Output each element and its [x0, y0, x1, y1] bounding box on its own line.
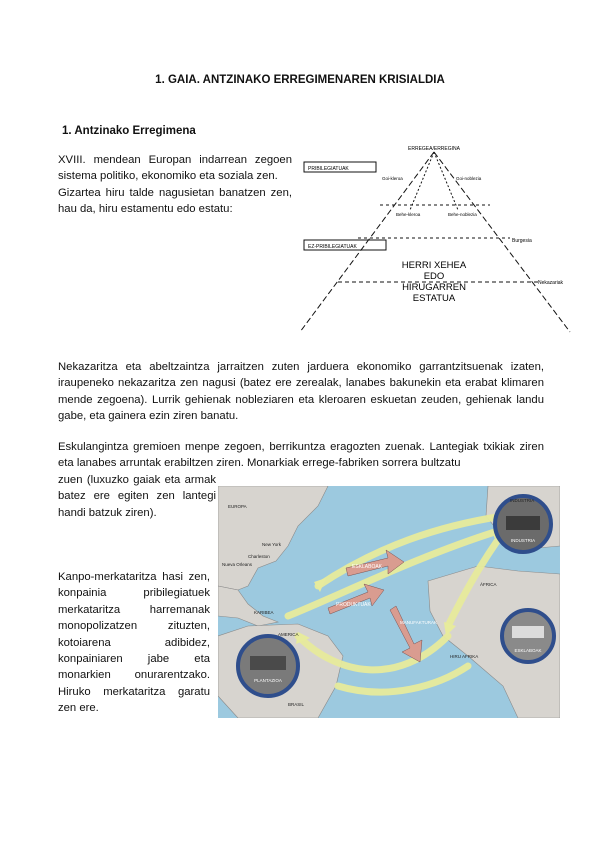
place-europa: EUROPA	[228, 504, 247, 509]
place-brasil: BRASIL	[288, 702, 305, 707]
economy-paragraph: Nekazaritza eta abeltzaintza jarraitzen zuten jarduera ekonomiko garrantzitsuenak izaten, iraupeneko nekazaritza zen nagusi (batez ere zerealak, lanabes bakunekin eta erabat klimaren mende zegoena). Lurrik gehienak nobleziaren eta kleroaren eskuetan zeuden, gehienak landu gabe, eta gainera ezin ziren banatu.	[58, 361, 544, 423]
place-charleston: Charleston	[248, 554, 270, 559]
arrow-label-slaves: ESKLABOAK	[352, 564, 383, 570]
circle-label-industry: INDUSTRIA	[510, 538, 536, 543]
place-america: AMERICA	[278, 632, 299, 637]
social-pyramid-diagram	[298, 140, 572, 340]
label-privileged: PRIBILEGIATUAK	[308, 166, 349, 172]
arrow-label-products: PRODUKTUAK	[336, 602, 371, 608]
label-nonprivileged: EZ-PRIBILEGIATUAK	[308, 244, 357, 250]
pyramid-left-edge	[300, 152, 434, 332]
triangular-trade-map	[218, 486, 560, 718]
slaves-circle	[502, 610, 554, 662]
label-low-clergy: Behe-kleroa	[396, 212, 421, 217]
crafts-paragraph-continued: zuen (luxuzko gaiak eta armak batez ere egiten zen lantegi handi batzuk ziren).	[58, 474, 216, 519]
pyramid-top-label: ERREGEA/ERREGINA	[408, 146, 460, 152]
trade-paragraph: Kanpo-merkataritza hasi zen, konpainia pribilegiatuek merkataritza harremanak monopolizatzen zituzten, kotoiarena adibidez, konpainiaren jabe eta monarkien onurarentzako. Hiruko merkataritza garatu zen ere.	[58, 571, 210, 715]
place-hiru-afrika: HIRU AFRIKA	[450, 654, 479, 659]
circle-label-plantation: PLANTAZIOA	[254, 678, 282, 683]
third-estate-line-2: EDO	[423, 271, 445, 282]
arrow-label-manufactures: MANUFAKTURAK	[400, 620, 438, 625]
place-nueva-orleans: Nueva Orleans	[222, 562, 253, 567]
third-estate-line-4: ESTATUA	[412, 293, 456, 304]
intro-text	[58, 152, 292, 218]
circle-label-slaves: ESKLABOAK	[514, 648, 542, 653]
place-africa: ÁFRICA	[480, 582, 497, 587]
plantation-circle	[238, 636, 298, 696]
intro-paragraph-2: Gizartea hiru talde nagusietan banatzen zen, hau da, hiru estamentu edo estatu:	[58, 186, 292, 216]
place-karibea: KARIBEA	[254, 610, 274, 615]
place-new-york: New York	[262, 542, 282, 547]
place-industria: INDUSTRIA	[510, 498, 535, 503]
pyramid-right-edge	[434, 152, 570, 332]
industry-circle	[495, 496, 551, 552]
page-title: 1. GAIA. ANTZINAKO ERREGIMENAREN KRISIALDIA	[155, 74, 445, 86]
third-estate-line-3: HIRUGARREN	[402, 282, 466, 293]
section-heading: 1. Antzinako Erregimena	[62, 125, 196, 137]
intro-paragraph-1: XVIII. mendean Europan indarrean zegoen sistema politiko, ekonomiko eta soziala zen.	[58, 154, 292, 183]
third-estate-line-1: HERRI XEHEA	[401, 260, 467, 271]
label-low-nobility: Behe-noblezia	[448, 212, 477, 217]
crafts-paragraph: Eskulangintza gremioen menpe zegoen, berrikuntza eragozten zuenak. Lantegiak txikiak ziren eta lanabes arruntak erabiltzen ziren. Monarkiak errege-fabriken sorrera bultzatu	[58, 441, 544, 470]
label-high-clergy: Goi-kleroa	[382, 176, 403, 181]
label-bourgeoisie: Burgesia	[512, 238, 532, 244]
label-peasants: Nekazariak	[538, 280, 564, 286]
label-high-nobility: Goi-noblezia	[456, 176, 482, 181]
